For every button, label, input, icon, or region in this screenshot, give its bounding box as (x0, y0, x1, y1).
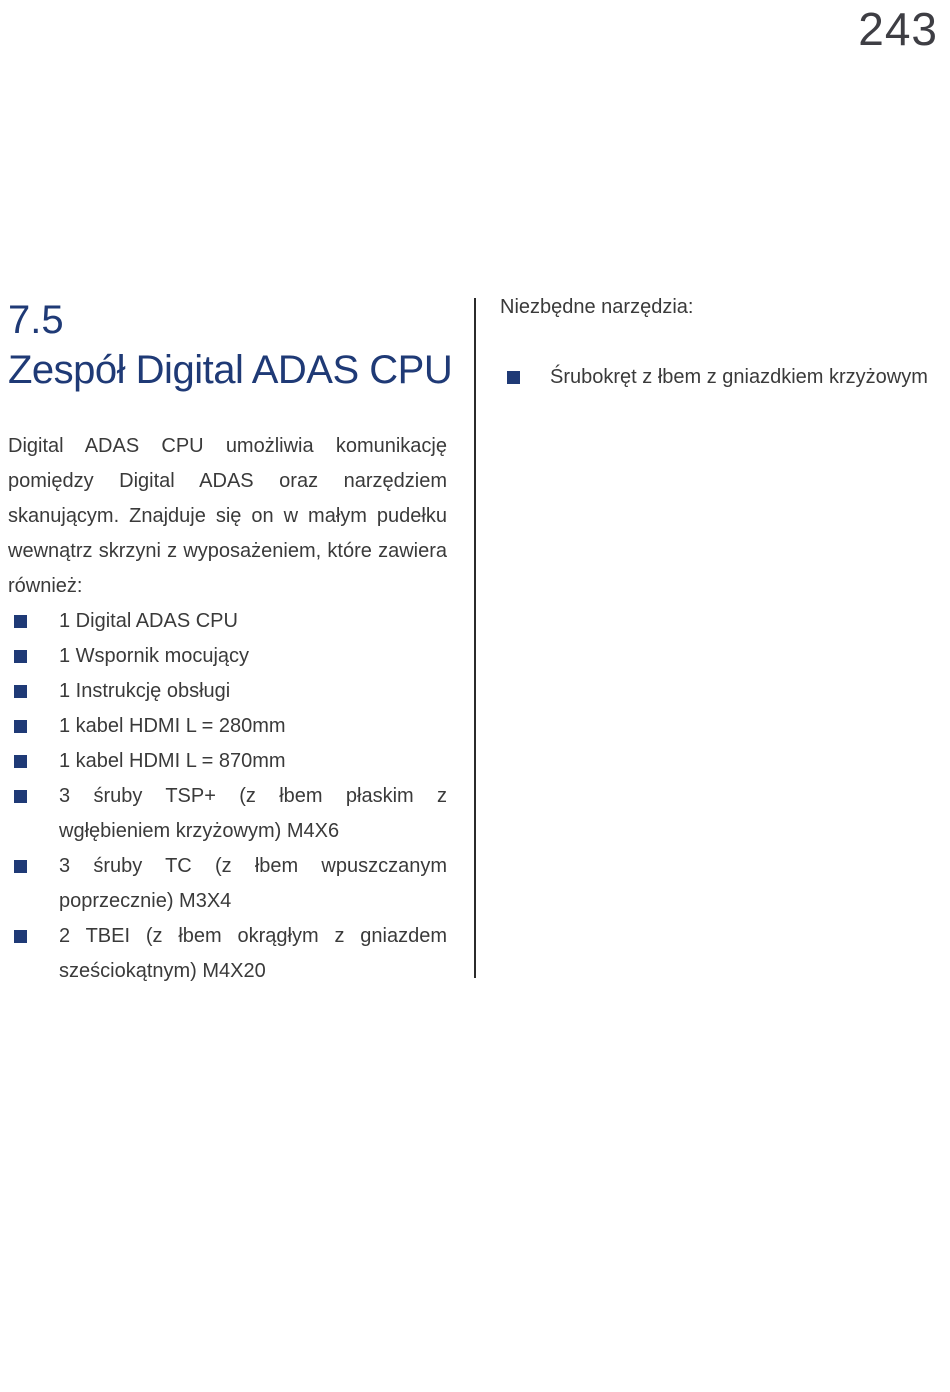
section-number: 7.5 (8, 298, 64, 342)
list-item-text: 2 TBEI (z łbem okrągłym z gniazdem sześciokątnym) M4X20 (59, 925, 447, 982)
list-item-text: Śrubokręt z łbem z gniazdkiem krzyżowym (550, 366, 928, 388)
square-bullet-icon (14, 755, 27, 768)
list-item (14, 744, 447, 779)
square-bullet-icon (14, 720, 27, 733)
column-divider (474, 298, 476, 978)
intro-paragraph: Digital ADAS CPU umożliwia komunikację pomiędzy Digital ADAS oraz narzędziem skanującym. Znajduje się on w małym pudełku wewnątrz skrzyni z wyposażeniem, które zawiera również: (8, 435, 447, 597)
square-bullet-icon (14, 685, 27, 698)
list-item (14, 604, 447, 639)
section-title: Zespół Digital ADAS CPU (8, 348, 453, 392)
list-item-text: 1 Digital ADAS CPU (59, 610, 238, 632)
square-bullet-icon (14, 930, 27, 943)
tools-heading: Niezbędne narzędzia: (500, 296, 694, 318)
list-item-text: 1 Instrukcję obsługi (59, 680, 231, 702)
list-item (14, 849, 447, 919)
list-item (14, 779, 447, 849)
list-item-text: 1 Wspornik mocujący (59, 645, 250, 667)
square-bullet-icon (14, 860, 27, 873)
square-bullet-icon (14, 615, 27, 628)
list-item (14, 674, 447, 709)
list-item (14, 709, 447, 744)
page-number: 243 (858, 3, 938, 55)
tools-list (507, 360, 947, 395)
list-item (507, 360, 947, 395)
square-bullet-icon (14, 650, 27, 663)
square-bullet-icon (507, 371, 520, 384)
list-item-text: 3 śruby TC (z łbem wpuszczanym poprzecznie) M3X4 (59, 855, 447, 912)
list-item-text: 3 śruby TSP+ (z łbem płaskim z wgłębieniem krzyżowym) M4X6 (59, 785, 447, 842)
contents-list (14, 604, 447, 989)
square-bullet-icon (14, 790, 27, 803)
list-item (14, 639, 447, 674)
list-item (14, 919, 447, 989)
list-item-text: 1 kabel HDMI L = 280mm (59, 715, 286, 737)
list-item-text: 1 kabel HDMI L = 870mm (59, 750, 286, 772)
